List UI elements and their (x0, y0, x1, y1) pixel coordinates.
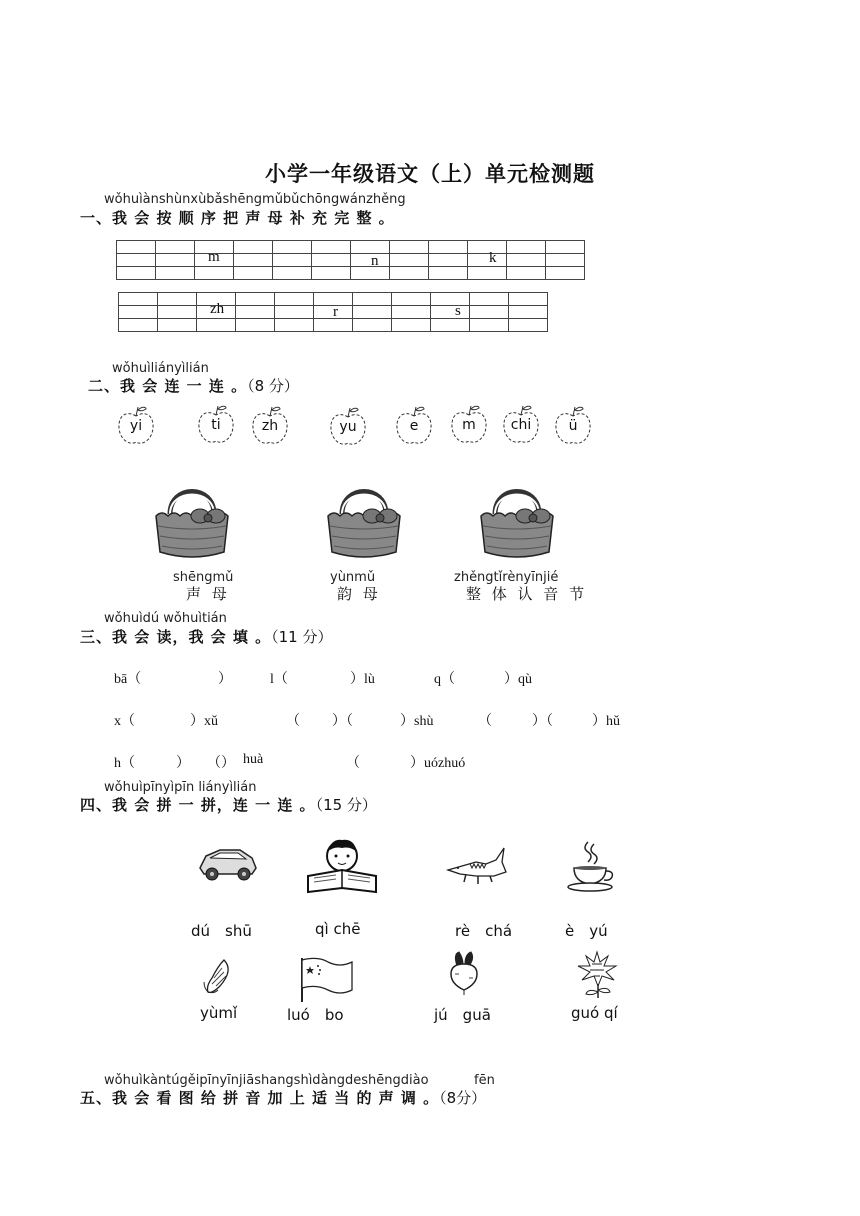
fill-text: ） (176, 756, 190, 771)
fill-text: （ (346, 756, 360, 771)
fill-text: ）（ (332, 714, 353, 729)
basket-finals[interactable] (324, 482, 404, 562)
apple-label: ti (211, 417, 221, 433)
word-pinyin[interactable]: jú guā (434, 1006, 491, 1024)
fill-text: （ (478, 714, 492, 729)
section1-pinyin: wǒhuìànshùnxùbǎshēngmǔbǔchōngwánzhěng (104, 192, 406, 207)
section4-pinyin: wǒhuìpīnyìpīn liányìlián (104, 780, 257, 795)
apple-label: ü (568, 418, 578, 434)
apple-label: zh (261, 418, 279, 434)
section1-heading: 一、我 会 按 顺 序 把 声 母 补 充 完 整 。 (80, 209, 395, 227)
section3-pinyin: wǒhuìdú wǒhuìtián (104, 611, 227, 626)
fill-text: （） (207, 756, 235, 771)
fill-text: （ (286, 714, 300, 729)
fill-text: ）hǔ (592, 714, 620, 729)
boy-reading-icon[interactable] (302, 836, 382, 896)
word-pinyin[interactable]: rè chá (455, 922, 513, 940)
apple-label: m (462, 417, 476, 433)
basket-pinyin: zhěngtǐrènyīnjié (454, 570, 559, 585)
word-pinyin[interactable]: è yú (565, 922, 608, 940)
basket-pinyin: yùnmǔ (330, 570, 376, 585)
basket-icon (152, 482, 232, 562)
grid2-letter: s (455, 303, 461, 319)
basket-icon (324, 482, 404, 562)
fill-text: ） (218, 672, 232, 687)
radish-icon[interactable] (443, 950, 485, 996)
basket-whole-syllables[interactable] (477, 482, 557, 562)
fill-text: x（ (114, 714, 135, 729)
fill-text: l（ (270, 672, 288, 687)
corn-icon[interactable] (200, 956, 236, 996)
section5-pinyin: wǒhuìkàntúgěipīnyīnjiāshangshìdàngdeshēngdiào (104, 1073, 429, 1088)
apple-card[interactable] (250, 404, 290, 448)
chrysanthemum-icon[interactable] (574, 948, 620, 1000)
fill-text: ）lù (350, 672, 375, 687)
tea-cup-icon[interactable] (564, 840, 620, 894)
apple-label: yi (129, 418, 143, 434)
grid1-letter: n (371, 253, 379, 269)
basket-pinyin: shēngmǔ (173, 570, 234, 585)
fill-text: h（ (114, 756, 135, 771)
section3-heading: 三、我 会 读，我 会 填 。（11 分） (80, 628, 333, 646)
fill-text: q（ (434, 672, 455, 687)
fill-text: ）shù (400, 714, 434, 729)
flag-icon[interactable] (298, 956, 356, 1004)
fill-text: ）qù (504, 672, 532, 687)
grid2-letter: zh (210, 301, 225, 317)
apple-label: yu (339, 419, 357, 435)
initials-grid-1 (116, 240, 585, 280)
grid1-letter: k (489, 250, 497, 266)
basket-icon (477, 482, 557, 562)
apple-label: e (409, 418, 419, 434)
basket-label: 声 母 (186, 585, 230, 603)
apple-card[interactable] (394, 404, 434, 448)
word-pinyin[interactable]: yùmǐ (200, 1004, 238, 1022)
apple-card[interactable] (449, 403, 489, 447)
apple-card[interactable] (116, 404, 156, 448)
word-pinyin[interactable]: dú shū (191, 922, 252, 940)
word-pinyin[interactable]: qì chē (315, 920, 361, 938)
crocodile-icon[interactable] (446, 840, 508, 890)
apple-card[interactable] (196, 403, 236, 447)
section2-pinyin: wǒhuìliányìlián (112, 361, 209, 376)
section5-heading: 五、我 会 看 图 给 拼 音 加 上 适 当 的 声 调 。（8分） (80, 1089, 487, 1107)
word-pinyin[interactable]: luó bo (287, 1006, 344, 1024)
grid2-letter: r (333, 304, 338, 320)
fill-text: ）xǔ (190, 714, 218, 729)
apple-card[interactable] (328, 405, 368, 449)
word-pinyin[interactable]: guó qí (571, 1004, 618, 1022)
apple-label: chi (510, 417, 532, 433)
apple-card[interactable] (553, 404, 593, 448)
basket-label: 韵 母 (337, 585, 381, 603)
fill-text: bā（ (114, 672, 142, 687)
basket-initials[interactable] (152, 482, 232, 562)
section5-pinyin-fen: fēn (474, 1073, 495, 1088)
section2-heading: 二、我 会 连 一 连 。（8 分） (88, 377, 299, 395)
grid1-letter: m (208, 249, 220, 265)
section4-heading: 四、我 会 拼 一 拼，连 一 连 。（15 分） (80, 796, 377, 814)
page-title: 小学一年级语文（上）单元检测题 (265, 162, 595, 186)
apple-card[interactable] (501, 403, 541, 447)
fill-text: huà (243, 752, 264, 767)
basket-label: 整 体 认 音 节 (466, 585, 588, 603)
fill-text: ）（ (532, 714, 553, 729)
car-icon[interactable] (196, 842, 260, 882)
fill-text: ）uózhuó (410, 756, 466, 771)
